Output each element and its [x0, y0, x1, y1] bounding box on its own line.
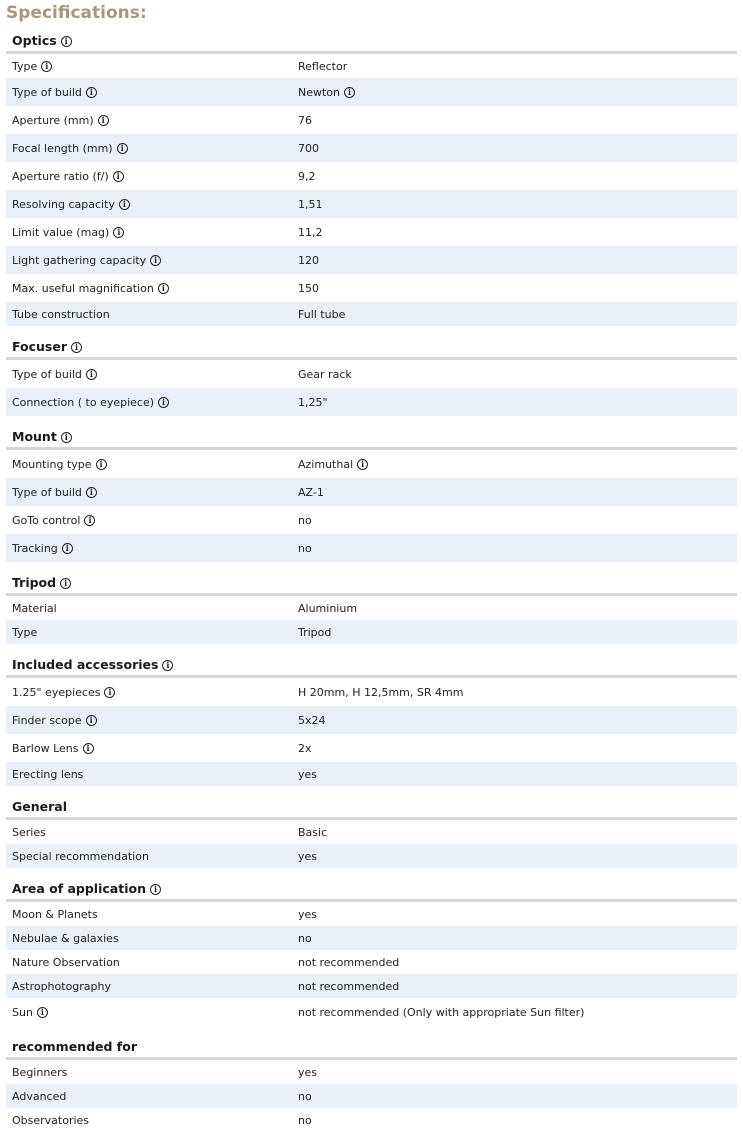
spec-row	[6, 360, 737, 388]
spec-label	[6, 980, 298, 993]
section-area-of-application	[6, 878, 737, 1026]
spec-value-text: 5x24	[298, 713, 326, 727]
section-heading-text: Tripod	[12, 575, 57, 590]
spec-value	[298, 170, 737, 183]
spec-row	[6, 190, 737, 218]
spec-value	[298, 368, 737, 381]
spec-value-text: 150	[298, 281, 319, 295]
info-icon[interactable]: i	[98, 115, 109, 126]
spec-label	[6, 768, 298, 781]
spec-value-text: Newton	[298, 85, 341, 99]
info-icon[interactable]: i	[86, 87, 97, 98]
section-included-accessories	[6, 654, 737, 786]
spec-row	[6, 246, 737, 274]
section-gap	[0, 1026, 743, 1036]
info-icon[interactable]: i	[61, 36, 72, 47]
spec-label-text: Type	[12, 625, 38, 639]
spec-value	[298, 826, 737, 839]
info-icon[interactable]: i	[41, 61, 52, 72]
spec-row	[6, 974, 737, 998]
spec-label	[6, 170, 298, 183]
spec-label-text: Series	[12, 825, 46, 839]
spec-label-text: Max. useful magnification	[12, 281, 154, 295]
spec-row	[6, 106, 737, 134]
section-heading	[6, 654, 737, 678]
spec-value	[298, 114, 737, 127]
spec-value	[298, 514, 737, 527]
spec-value	[298, 602, 737, 615]
spec-value-text: no	[298, 541, 312, 555]
spec-label-text: 1.25" eyepieces	[12, 685, 101, 699]
spec-label-text: Nature Observation	[12, 955, 120, 969]
spec-value	[298, 956, 737, 969]
spec-value-text: yes	[298, 1065, 318, 1079]
section-heading	[6, 30, 737, 54]
info-icon[interactable]: i	[357, 459, 368, 470]
spec-value-text: not recommended (Only with appropriate Sun filter)	[298, 1005, 585, 1019]
spec-value	[298, 486, 737, 499]
spec-row	[6, 1060, 737, 1084]
spec-label	[6, 742, 298, 755]
spec-label-text: Material	[12, 601, 57, 615]
spec-sections	[0, 30, 743, 1132]
spec-value-text: Aluminium	[298, 601, 358, 615]
spec-label	[6, 514, 298, 527]
spec-label-text: Advanced	[12, 1089, 67, 1103]
spec-value	[298, 714, 737, 727]
info-icon[interactable]: i	[113, 171, 124, 182]
section-heading-text: Optics	[12, 33, 57, 48]
spec-value-text: AZ-1	[298, 485, 324, 499]
spec-row	[6, 734, 737, 762]
spec-label	[6, 282, 298, 295]
spec-value-text: Tripod	[298, 625, 332, 639]
spec-label-text: Barlow Lens	[12, 741, 79, 755]
info-icon[interactable]: i	[150, 884, 161, 895]
spec-label	[6, 542, 298, 555]
info-icon[interactable]: i	[162, 660, 173, 671]
spec-row	[6, 218, 737, 246]
section-heading	[6, 878, 737, 902]
spec-label-text: Special recommendation	[12, 849, 149, 863]
spec-value-text: yes	[298, 849, 318, 863]
spec-value	[298, 850, 737, 863]
spec-label	[6, 932, 298, 945]
spec-row	[6, 820, 737, 844]
spec-value	[298, 396, 737, 409]
spec-label	[6, 626, 298, 639]
spec-row	[6, 950, 737, 974]
spec-label-text: Mounting type	[12, 457, 92, 471]
info-icon[interactable]: i	[96, 459, 107, 470]
spec-row	[6, 54, 737, 78]
spec-row	[6, 506, 737, 534]
spec-label-text: Focal length (mm)	[12, 141, 113, 155]
spec-value-text: yes	[298, 907, 318, 921]
spec-row	[6, 678, 737, 706]
section-heading	[6, 796, 737, 820]
info-icon[interactable]: i	[86, 487, 97, 498]
info-icon[interactable]: i	[62, 543, 73, 554]
spec-label	[6, 396, 298, 409]
spec-value	[298, 226, 737, 239]
spec-value-text: 11,2	[298, 225, 323, 239]
spec-value-text: 76	[298, 113, 312, 127]
spec-label-text: Observatories	[12, 1113, 90, 1127]
spec-label-text: Sun	[12, 1005, 33, 1019]
spec-label-text: Erecting lens	[12, 767, 84, 781]
section-heading-text: Mount	[12, 429, 57, 444]
spec-value-text: H 20mm, H 12,5mm, SR 4mm	[298, 685, 464, 699]
spec-value-text: 2x	[298, 741, 312, 755]
spec-label	[6, 114, 298, 127]
spec-label-text: Aperture (mm)	[12, 113, 94, 127]
spec-value	[298, 458, 737, 471]
spec-label-text: Type of build	[12, 485, 82, 499]
section-heading	[6, 426, 737, 450]
spec-value-text: Gear rack	[298, 367, 352, 381]
section-heading-text: Area of application	[12, 881, 146, 896]
spec-label	[6, 602, 298, 615]
spec-value	[298, 308, 737, 321]
spec-value	[298, 742, 737, 755]
info-icon[interactable]: i	[84, 515, 95, 526]
section-heading-text: Focuser	[12, 339, 68, 354]
spec-label-text: Finder scope	[12, 713, 82, 727]
spec-value	[298, 908, 737, 921]
spec-row	[6, 78, 737, 106]
spec-value-text: 700	[298, 141, 319, 155]
spec-label	[6, 86, 298, 99]
spec-value	[298, 254, 737, 267]
spec-label	[6, 226, 298, 239]
spec-row	[6, 478, 737, 506]
spec-value-text: no	[298, 513, 312, 527]
spec-value-text: 1,51	[298, 197, 323, 211]
spec-row	[6, 762, 737, 786]
spec-row	[6, 706, 737, 734]
spec-row	[6, 844, 737, 868]
info-icon[interactable]: i	[117, 143, 128, 154]
spec-label	[6, 198, 298, 211]
spec-row	[6, 926, 737, 950]
section-gap	[0, 416, 743, 426]
spec-label-text: Astrophotography	[12, 979, 112, 993]
spec-value-text: not recommended	[298, 979, 400, 993]
spec-label-text: Nebulae & galaxies	[12, 931, 119, 945]
spec-label-text: Resolving capacity	[12, 197, 115, 211]
spec-value	[298, 86, 737, 99]
info-icon[interactable]: i	[83, 743, 94, 754]
spec-label-text: Light gathering capacity	[12, 253, 147, 267]
info-icon[interactable]: i	[344, 87, 355, 98]
section-gap	[0, 644, 743, 654]
spec-label	[6, 368, 298, 381]
spec-value	[298, 1006, 737, 1019]
spec-label-text: Limit value (mag)	[12, 225, 110, 239]
spec-label	[6, 1006, 298, 1019]
spec-row	[6, 534, 737, 562]
spec-label-text: Moon & Planets	[12, 907, 98, 921]
spec-row	[6, 620, 737, 644]
spec-value-text: Full tube	[298, 307, 346, 321]
spec-row	[6, 1108, 737, 1132]
spec-label	[6, 254, 298, 267]
page-title: Specifications:	[6, 3, 147, 23]
section-optics	[6, 30, 737, 326]
info-icon[interactable]: i	[61, 432, 72, 443]
spec-value	[298, 626, 737, 639]
info-icon[interactable]: i	[150, 255, 161, 266]
spec-label	[6, 714, 298, 727]
spec-row	[6, 596, 737, 620]
spec-value	[298, 1090, 737, 1103]
spec-value-text: not recommended	[298, 955, 400, 969]
section-gap	[0, 562, 743, 572]
spec-value-text: no	[298, 1113, 312, 1127]
spec-label-text: Beginners	[12, 1065, 68, 1079]
spec-label	[6, 1090, 298, 1103]
spec-label	[6, 1114, 298, 1127]
spec-label	[6, 486, 298, 499]
spec-row	[6, 450, 737, 478]
info-icon[interactable]: i	[37, 1007, 48, 1018]
spec-value-text: 1,25"	[298, 395, 328, 409]
spec-value	[298, 542, 737, 555]
section-heading-text: Included accessories	[12, 657, 159, 672]
spec-label	[6, 956, 298, 969]
spec-value-text: Reflector	[298, 59, 348, 73]
spec-value	[298, 142, 737, 155]
spec-label	[6, 308, 298, 321]
spec-row	[6, 134, 737, 162]
section-heading-text: recommended for	[12, 1039, 137, 1054]
info-icon[interactable]: i	[104, 687, 115, 698]
spec-label	[6, 686, 298, 699]
spec-value	[298, 980, 737, 993]
info-icon[interactable]: i	[60, 578, 71, 589]
section-mount	[6, 426, 737, 562]
spec-label-text: Type of build	[12, 367, 82, 381]
spec-label-text: Type	[12, 59, 38, 73]
spec-value	[298, 282, 737, 295]
spec-label	[6, 850, 298, 863]
spec-value-text: yes	[298, 767, 318, 781]
spec-label-text: GoTo control	[12, 513, 81, 527]
spec-label	[6, 60, 298, 73]
spec-value	[298, 768, 737, 781]
info-icon[interactable]: i	[86, 715, 97, 726]
section-heading-text: General	[12, 799, 67, 814]
spec-value	[298, 932, 737, 945]
info-icon[interactable]: i	[119, 199, 130, 210]
spec-label	[6, 908, 298, 921]
info-icon[interactable]: i	[71, 342, 82, 353]
section-general	[6, 796, 737, 868]
spec-row	[6, 274, 737, 302]
spec-row	[6, 302, 737, 326]
info-icon[interactable]: i	[113, 227, 124, 238]
spec-label	[6, 1066, 298, 1079]
section-heading	[6, 336, 737, 360]
spec-label-text: Aperture ratio (f/)	[12, 169, 109, 183]
spec-row	[6, 902, 737, 926]
spec-row	[6, 162, 737, 190]
spec-value	[298, 1114, 737, 1127]
section-heading	[6, 1036, 737, 1060]
spec-value-text: 9,2	[298, 169, 316, 183]
spec-value-text: Basic	[298, 825, 328, 839]
spec-label	[6, 458, 298, 471]
spec-label-text: Tracking	[12, 541, 58, 555]
spec-label	[6, 142, 298, 155]
section-heading	[6, 572, 737, 596]
spec-label-text: Connection ( to eyepiece)	[12, 395, 155, 409]
spec-value	[298, 1066, 737, 1079]
info-icon[interactable]: i	[86, 369, 97, 380]
spec-value-text: no	[298, 1089, 312, 1103]
section-tripod	[6, 572, 737, 644]
spec-value	[298, 686, 737, 699]
spec-label	[6, 826, 298, 839]
spec-value-text: Azimuthal	[298, 457, 354, 471]
spec-row	[6, 1084, 737, 1108]
spec-label-text: Type of build	[12, 85, 82, 99]
info-icon[interactable]: i	[158, 283, 169, 294]
spec-value-text: no	[298, 931, 312, 945]
spec-row	[6, 998, 737, 1026]
section-gap	[0, 786, 743, 796]
spec-value-text: 120	[298, 253, 319, 267]
info-icon[interactable]: i	[158, 397, 169, 408]
spec-row	[6, 388, 737, 416]
section-focuser	[6, 336, 737, 416]
section-recommended-for	[6, 1036, 737, 1132]
spec-label-text: Tube construction	[12, 307, 110, 321]
section-gap	[0, 868, 743, 878]
spec-value	[298, 60, 737, 73]
spec-value	[298, 198, 737, 211]
section-gap	[0, 326, 743, 336]
